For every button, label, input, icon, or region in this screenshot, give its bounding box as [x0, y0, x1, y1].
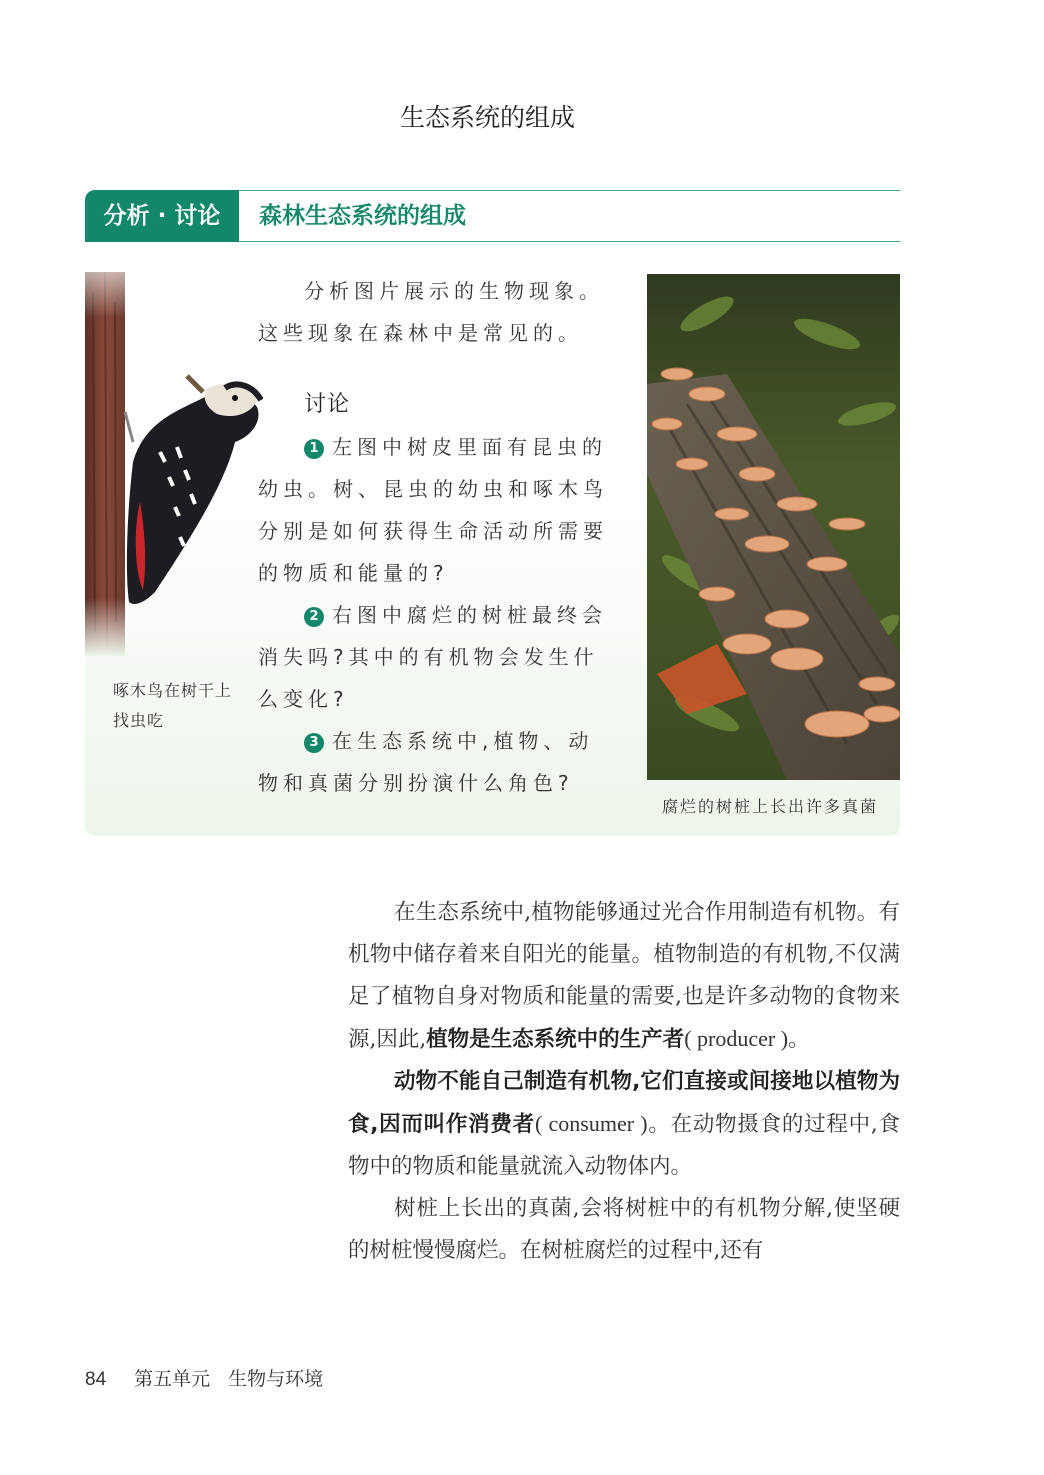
- english-term: ( consumer ): [534, 1111, 648, 1136]
- activity-intro: 分析图片展示的生物现象。这些现象在森林中是常见的。: [258, 279, 604, 345]
- mushroom-stump-photo: [647, 274, 900, 780]
- woodpecker-caption: 啄木鸟在树干上找虫吃: [113, 681, 233, 730]
- question-1: [258, 426, 608, 594]
- main-text: [348, 892, 900, 1272]
- text-span: 。: [788, 1027, 810, 1052]
- activity-text: [258, 270, 608, 804]
- paragraph-producer: [348, 892, 900, 1061]
- english-term: ( producer ): [684, 1026, 789, 1051]
- term-consumer: 动物不能自己制造有机物,它们直接或间接地以植物为食,因而叫作消费者: [348, 1069, 900, 1137]
- activity-box: [85, 244, 900, 836]
- question-text: 在生态系统中,植物、动物和真菌分别扮演什么角色?: [258, 729, 594, 795]
- paragraph-consumer: [348, 1061, 900, 1188]
- activity-title: 森林生态系统的组成: [259, 203, 466, 229]
- woodpecker-shape: [125, 376, 261, 604]
- term-producer: 植物是生态系统中的生产者: [426, 1027, 685, 1052]
- activity-header: [85, 190, 900, 242]
- question-2: [258, 594, 608, 720]
- number-badge-1: 1: [304, 439, 324, 459]
- discussion-heading: 讨论: [304, 392, 351, 417]
- mushroom-caption: 腐烂的树桩上长出许多真菌: [661, 797, 878, 816]
- page-number: 84: [85, 1369, 107, 1390]
- question-text: 左图中树皮里面有昆虫的幼虫。树、昆虫的幼虫和啄木鸟分别是如何获得生命活动所需要的物质和能量的?: [258, 435, 608, 585]
- number-badge-2: 2: [304, 607, 324, 627]
- section-title: 生态系统的组成: [399, 103, 575, 132]
- paragraph-decomposer: 树桩上长出的真菌,会将树桩中的有机物分解,使坚硬的树桩慢慢腐烂。在树桩腐烂的过程中,还有: [348, 1196, 900, 1263]
- text-span: 。在动物摄食的过程中,食物中的物质和能量就流入动物体内。: [348, 1112, 900, 1179]
- unit-title: 生物与环境: [228, 1368, 324, 1390]
- text-span: 在生态系统中,植物能够通过光合作用制造有机物。有机物中储存着来自阳光的能量。植物制造的有机物,不仅满足了植物自身对物质和能量的需要,也是许多动物的食物来源,因此,: [348, 900, 900, 1052]
- question-3: [258, 720, 608, 804]
- woodpecker-photo: [85, 272, 263, 656]
- number-badge-3: 3: [304, 733, 324, 753]
- question-text: 右图中腐烂的树桩最终会消失吗?其中的有机物会发生什么变化?: [258, 603, 607, 711]
- unit-label: 第五单元: [134, 1368, 211, 1390]
- activity-tag: 分析 · 讨论: [85, 190, 239, 242]
- page-footer: [85, 1364, 323, 1391]
